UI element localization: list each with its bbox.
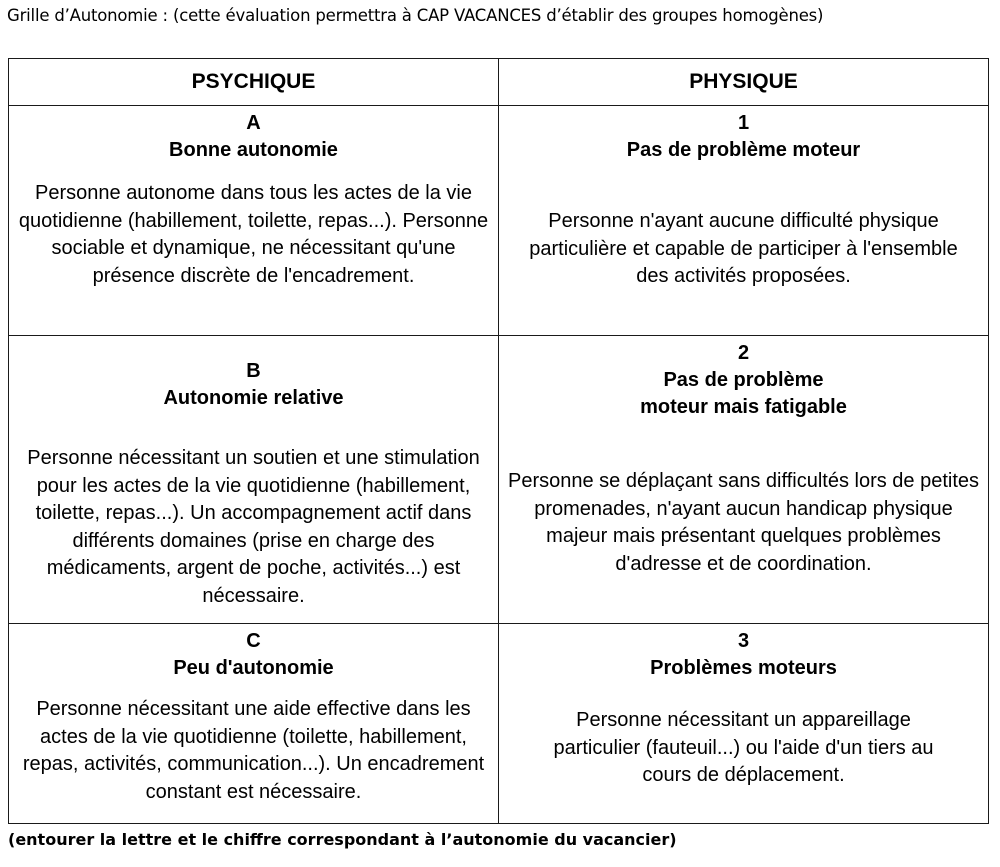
level-title: Peu d'autonomie: [173, 657, 334, 679]
level-description: Personne se déplaçant sans difficultés lors de petites promenades, n'ayant aucun handicap physique majeur mais présentant quelques problèmes d'adresse et de coordination.: [507, 470, 980, 575]
cell-psychique-c: [9, 624, 499, 824]
autonomy-grid: [8, 58, 989, 824]
level-title-line1: Pas de problème: [663, 369, 824, 391]
cell-psychique-b: [9, 336, 499, 624]
cell-physique-2: [499, 336, 989, 624]
level-title: Problèmes moteurs: [650, 657, 837, 679]
level-description: Personne nécessitant une aide effective dans les actes de la vie quotidienne (toilette, habillement, repas, activités, communication...). Un encadrement constant est nécessaire.: [22, 698, 485, 803]
level-description: Personne nécessitant un appareillage particulier (fauteuil...) ou l'aide d'un tiers au cours de déplacement.: [553, 709, 934, 786]
level-description: Personne n'ayant aucune difficulté physique particulière et capable de participer à l'ensemble des activités proposées.: [529, 210, 958, 287]
level-code: B: [246, 360, 261, 382]
cell-physique-1: [499, 106, 989, 336]
level-title-line2: moteur mais fatigable: [640, 396, 847, 418]
level-code: 1: [737, 112, 750, 134]
level-description: Personne nécessitant un soutien et une stimulation pour les actes de la vie quotidienne (habillement, toilette, repas...). Un accompagnement actif dans différents domaines (prise en charge des médicaments, argent de poche, activités...) est nécessaire.: [27, 447, 480, 607]
level-title: Autonomie relative: [163, 387, 344, 409]
level-title: Bonne autonomie: [169, 139, 338, 161]
footer-instruction: (entourer la lettre et le chiffre correspondant à l’autonomie du vacancier): [8, 830, 677, 849]
level-description: Personne autonome dans tous les actes de la vie quotidienne (habillement, toilette, repas...). Personne sociable et dynamique, ne nécessitant qu'une présence discrète de l'encadrement.: [18, 182, 489, 287]
level-title: Pas de problème moteur: [626, 139, 861, 161]
table-row: [9, 106, 989, 336]
column-header-physique: PHYSIQUE: [499, 59, 989, 106]
level-code: 3: [737, 630, 750, 652]
level-code: A: [246, 112, 261, 134]
table-row: [9, 624, 989, 824]
page-title: Grille d’Autonomie : (cette évaluation permettra à CAP VACANCES d’établir des groupes homogènes): [7, 6, 824, 25]
column-header-psychique: PSYCHIQUE: [9, 59, 499, 106]
grid-header-row: [9, 59, 989, 106]
level-code: C: [246, 630, 261, 652]
cell-psychique-a: [9, 106, 499, 336]
table-row: [9, 336, 989, 624]
level-code: 2: [737, 342, 750, 364]
cell-physique-3: [499, 624, 989, 824]
